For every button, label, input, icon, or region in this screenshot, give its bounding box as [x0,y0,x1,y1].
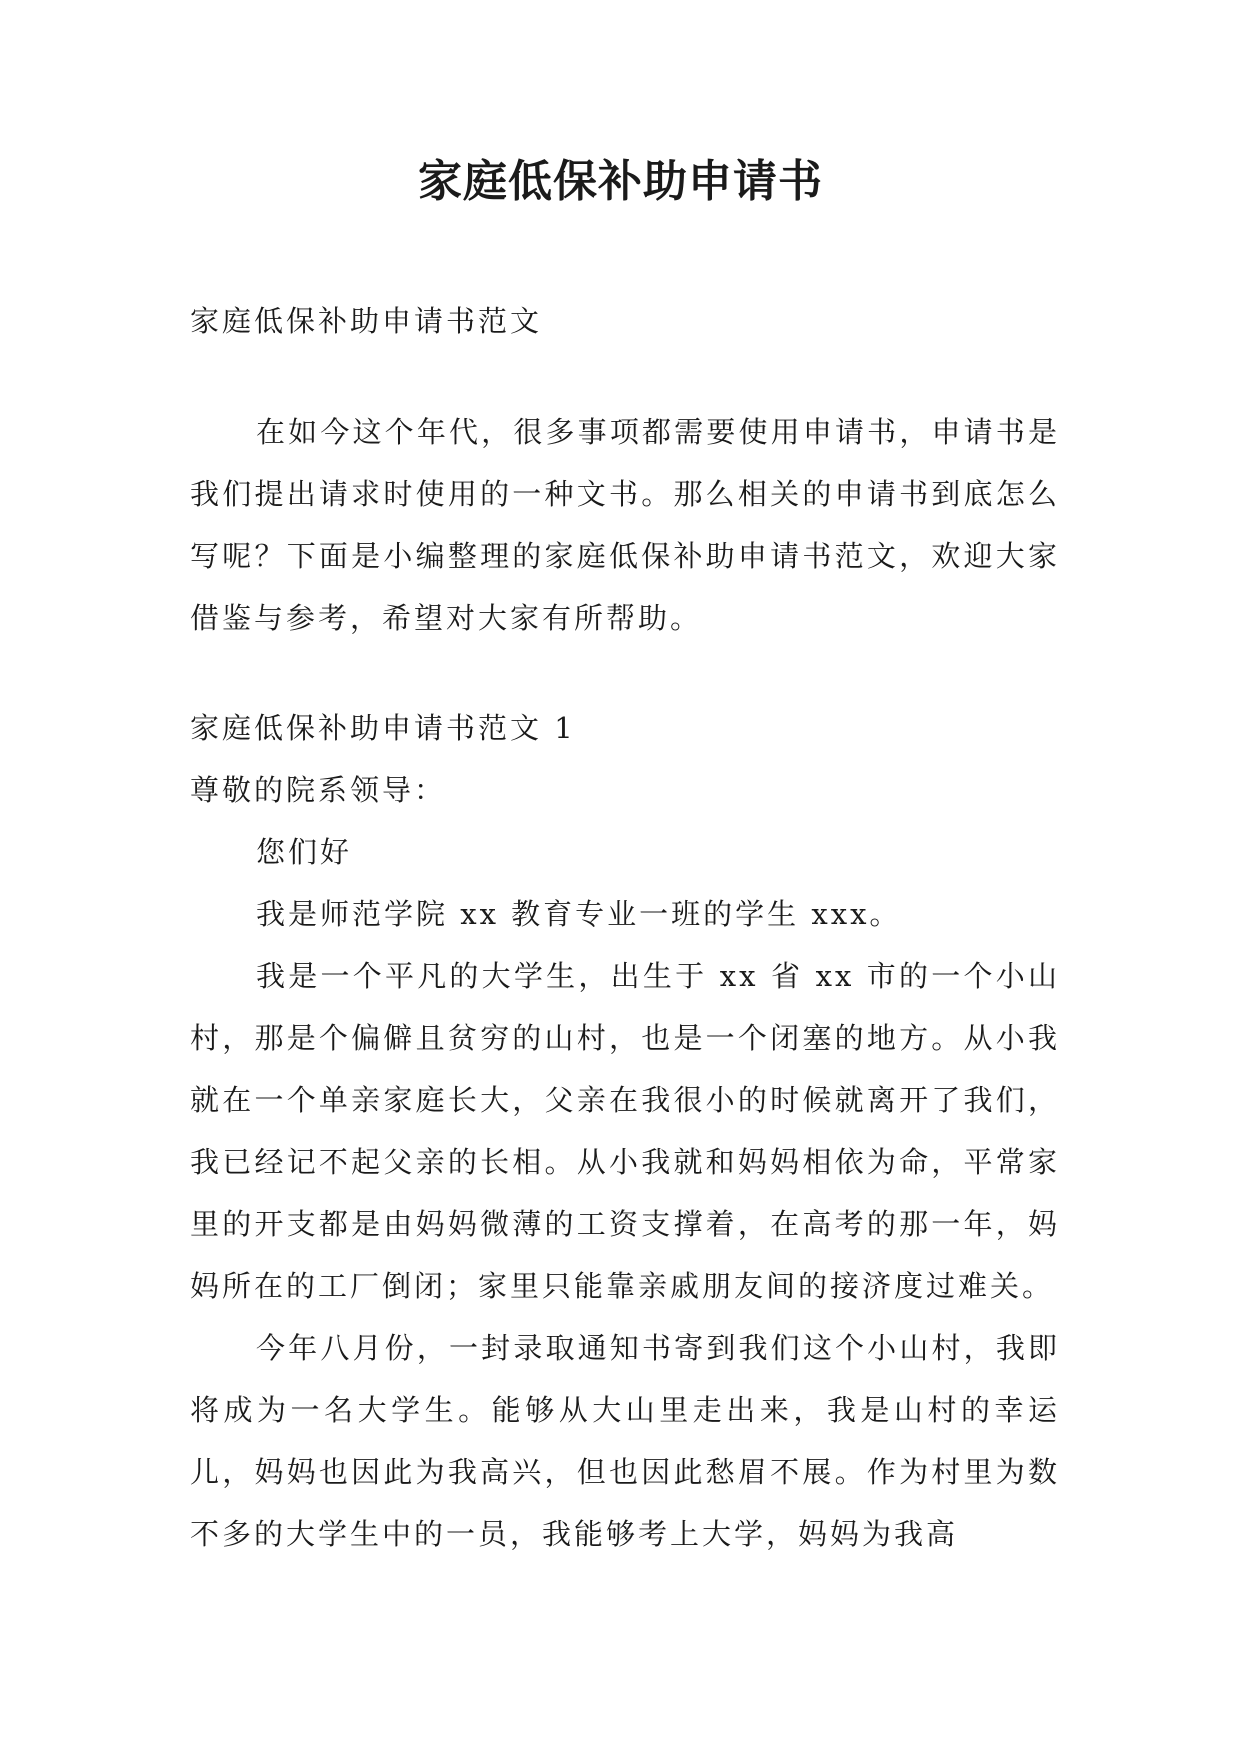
subtitle-text: 家庭低保补助申请书范文 [190,304,543,338]
body-paragraph: 今年八月份，一封录取通知书寄到我们这个小山村，我即将成为一名大学生。能够从大山里走出来，我是山村的幸运儿，妈妈也因此为我高兴，但也因此愁眉不展。作为村里为数不多的大学生中的一员，我能够考上大学，妈妈为我高 [190,1331,1060,1551]
body-paragraph: 我是师范学院 xx 教育专业一班的学生 xxx。 [256,897,902,931]
document-title: 家庭低保补助申请书 [418,156,823,207]
salutation: 尊敬的院系领导： [190,773,447,807]
intro-paragraph: 在如今这个年代，很多事项都需要使用申请书，申请书是我们提出请求时使用的一种文书。那么相关的申请书到底怎么写呢？下面是小编整理的家庭低保补助申请书范文，欢迎大家借鉴与参考，希望对大家有所帮助。 [190,415,1060,635]
intro-section [190,401,1060,649]
body-paragraph: 我是一个平凡的大学生，出生于 xx 省 xx 市的一个小山村，那是个偏僻且贫穷的山村，也是一个闭塞的地方。从小我就在一个单亲家庭长大，父亲在我很小的时候就离开了我们，我已经记不起父亲的长相。从小我就和妈妈相依为命，平常家里的开支都是由妈妈微薄的工资支撑着，在高考的那一年，妈妈所在的工厂倒闭；家里只能靠亲戚朋友间的接济度过难关。 [190,959,1060,1303]
sample-letter [190,697,1060,1565]
greeting: 您们好 [256,835,353,869]
document-subtitle [190,290,1060,352]
sample-heading: 家庭低保补助申请书范文 1 [190,711,576,745]
